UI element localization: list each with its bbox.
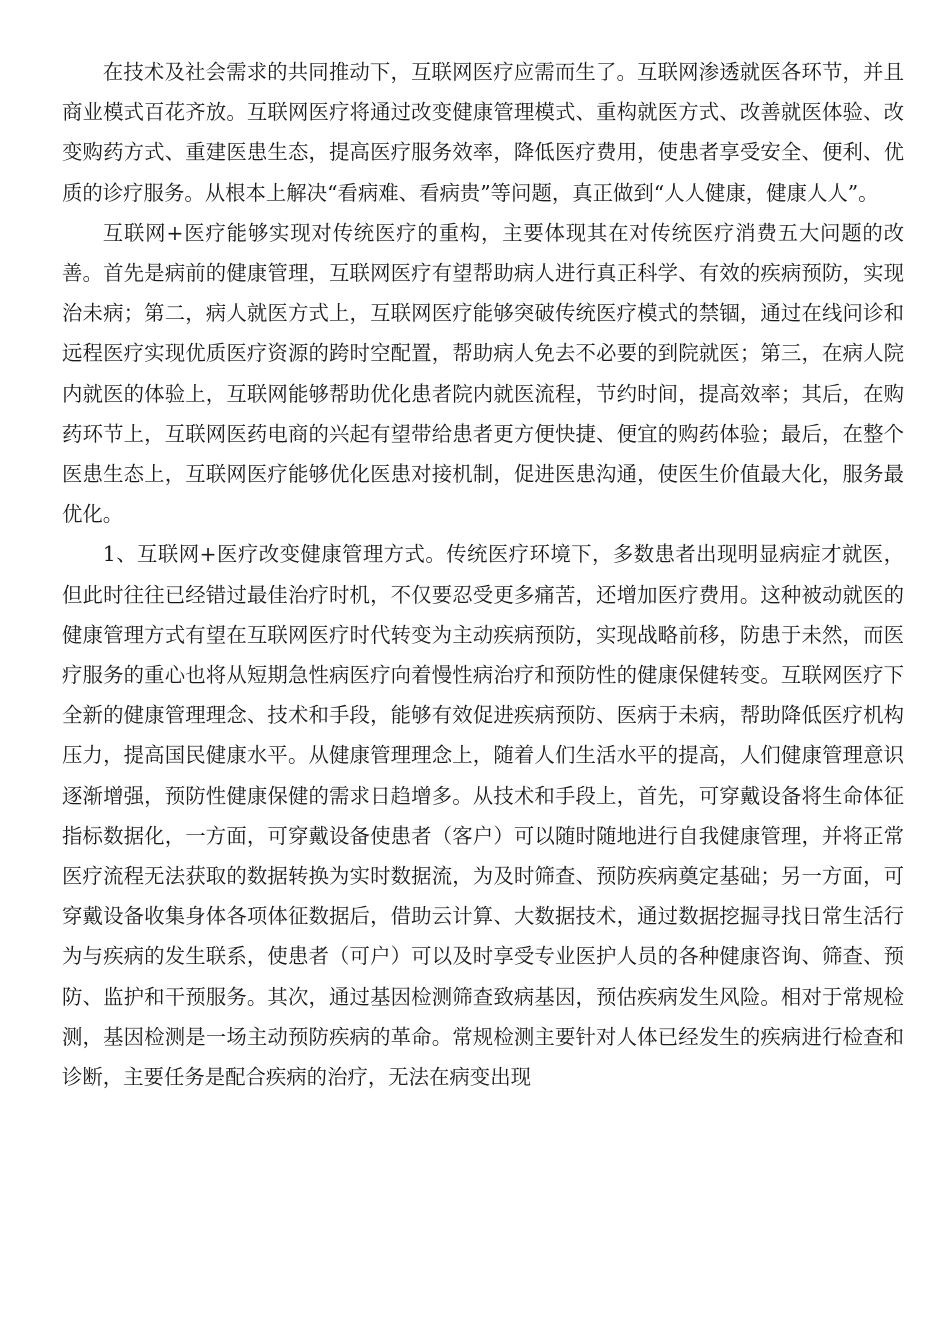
paragraph-reconstruction: 互联网+医疗能够实现对传统医疗的重构，主要体现其在对传统医疗消费五大问题的改善。首先是病前的健康管理，互联网医疗有望帮助病人进行真正科学、有效的疾病预防，实现治未病；第二，病人就医方式上，互联网医疗能够突破传统医疗模式的禁锢，通过在线问诊和远程医疗实现优质医疗资源的跨时空配置，帮助病人免去不必要的到院就医；第三，在病人院内就医的体验上，互联网能够帮助优化患者院内就医流程，节约时间，提高效率；其后，在购药环节上，互联网医药电商的兴起有望带给患者更方便快捷、便宜的购药体验；最后，在整个医患生态上，互联网医疗能够优化医患对接机制，促进医患沟通，使医生价值最大化，服务最优化。 xyxy=(62,220,904,527)
paragraph-health-management: 1、互联网+医疗改变健康管理方式。传统医疗环境下，多数患者出现明显病症才就医，但此时往往已经错过最佳治疗时机，不仅要忍受更多痛苦，还增加医疗费用。这种被动就医的健康管理方式有望在互联网医疗时代转变为主动疾病预防，实现战略前移，防患于未然，而医疗服务的重心也将从短期急性病医疗向着慢性病治疗和预防性的健康保健转变。互联网医疗下全新的健康管理理念、技术和手段，能够有效促进疾病预防、医病于未病，帮助降低医疗机构压力，提高国民健康水平。从健康管理理念上，随着人们生活水平的提高，人们健康管理意识逐渐增强，预防性健康保健的需求日趋增多。从技术和手段上，首先，可穿戴设备将生命体征指标数据化，一方面，可穿戴设备使患者（客户）可以随时随地进行自我健康管理，并将正常医疗流程无法获取的数据转换为实时数据流，为及时筛查、预防疾病奠定基础；另一方面，可穿戴设备收集身体各项体征数据后，借助云计算、大数据技术，通过数据挖掘寻找日常生活行为与疾病的发生联系，使患者（可户）可以及时享受专业医护人员的各种健康咨询、筛查、预防、监护和干预服务。其次，通过基因检测筛查致病基因，预估疾病发生风险。相对于常规检测，基因检测是一场主动预防疾病的革命。常规检测主要针对人体已经发生的疾病进行检查和诊断，主要任务是配合疾病的治疗，无法在病变出现 xyxy=(62,542,904,1090)
paragraph-intro: 在技术及社会需求的共同推动下，互联网医疗应需而生了。互联网渗透就医各环节，并且商业模式百花齐放。互联网医疗将通过改变健康管理模式、重构就医方式、改善就医体验、改变购药方式、重建医患生态，提高医疗服务效率，降低医疗费用，使患者享受安全、便利、优质的诊疗服务。从根本上解决“看病难、看病贵”等问题，真正做到“人人健康，健康人人”。 xyxy=(62,60,904,205)
document-body xyxy=(62,52,904,1097)
